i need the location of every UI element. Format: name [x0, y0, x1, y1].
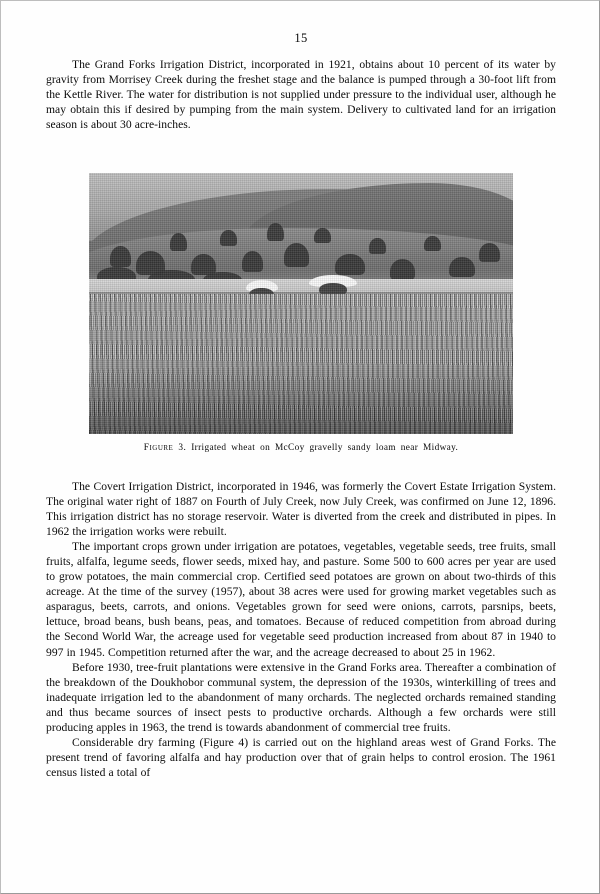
photo-conifer-cluster [424, 236, 441, 252]
photo-conifer-cluster [449, 257, 474, 278]
photo-conifer-cluster [110, 246, 131, 267]
upper-text-block [46, 57, 556, 132]
figure-caption-label: Figure 3. [143, 443, 187, 453]
page-number: 15 [294, 31, 308, 45]
paragraph: Before 1930, tree-fruit plantations were extensive in the Grand Forks area. Thereafter a combination of the breakdown of the Doukhobor communal system, the depression of the 1930s, winterkilling of trees and inadequate irrigation led to the abandonment of many orchards. The neglected orchards remained standing and thus became sources of insect pests to productive orchards. Although a few orchards were still producing apples in 1963, the trend is towards abandonment of commercial tree fruits. [46, 660, 556, 734]
figure-3 [89, 173, 513, 453]
photo-conifer-cluster [242, 251, 263, 272]
figure-caption-text: Irrigated wheat on McCoy gravelly sandy loam near Midway. [191, 443, 459, 453]
paragraph: The Grand Forks Irrigation District, incorporated in 1921, obtains about 10 percent of its water by gravity from Morrisey Creek during the freshet stage and the balance is pumped through a 30-foot lift from the Kettle River. The water for distribution is not supplied under pressure to the individual user, although he may obtain this if desired by pumping from the main system. Delivery to cultivated land for an irrigation season is about 30 acre-inches. [46, 58, 556, 132]
photo-conifer-cluster [479, 243, 500, 261]
photo-conifer-cluster [369, 238, 386, 254]
figure-photograph [89, 173, 513, 434]
paragraph: The important crops grown under irrigation are potatoes, vegetables, vegetable seeds, tree fruits, small fruits, alfalfa, legume seeds, flower seeds, mixed hay, and pasture. Some 500 to 600 acres per year are used to grow potatoes, the main commercial crop. Certified seed potatoes are grown on about two-thirds of this acreage. At the time of the survey (1957), about 38 acres were used for growing market vegetables such as asparagus, beets, carrots, and onions. Vegetables grown for seed were onions, carrots, parsnips, beets, lettuce, broad beans, bush beans, peas, and tomatoes. Because of reduced competition from abroad during the Second World War, the acreage used for vegetable seed production increased from about 87 in 1940 to 997 in 1945. Competition returned after the war, and the acreage decreased to about 25 in 1962. [46, 540, 556, 659]
photo-conifer-cluster [191, 254, 216, 275]
photo-conifer-cluster [170, 233, 187, 251]
photo-conifer-cluster [335, 254, 365, 275]
lower-text-block [46, 479, 556, 780]
paragraph: Considerable dry farming (Figure 4) is carried out on the highland areas west of Grand Forks. The present trend of favoring alfalfa and hay production over that of grain helps to control erosion. The 1961 census listed a total of [46, 735, 556, 779]
figure-caption [89, 443, 513, 453]
paragraph: The Covert Irrigation District, incorporated in 1946, was formerly the Covert Estate Irrigation System. The original water right of 1887 on Fourth of July Creek, now July Creek, was confirmed on June 12, 1896. This irrigation district has no storage reservoir. Water is diverted from the creek and distributed in pipes. In 1962 the irrigation works were rebuilt. [46, 480, 556, 539]
photo-conifer-cluster [390, 259, 415, 280]
photo-conifer-cluster [284, 243, 309, 266]
photo-conifer-cluster [220, 230, 237, 246]
photo-conifer-cluster [314, 228, 331, 244]
photo-wheat-foreground-shadow [89, 366, 513, 434]
photo-conifer-cluster [267, 223, 284, 241]
